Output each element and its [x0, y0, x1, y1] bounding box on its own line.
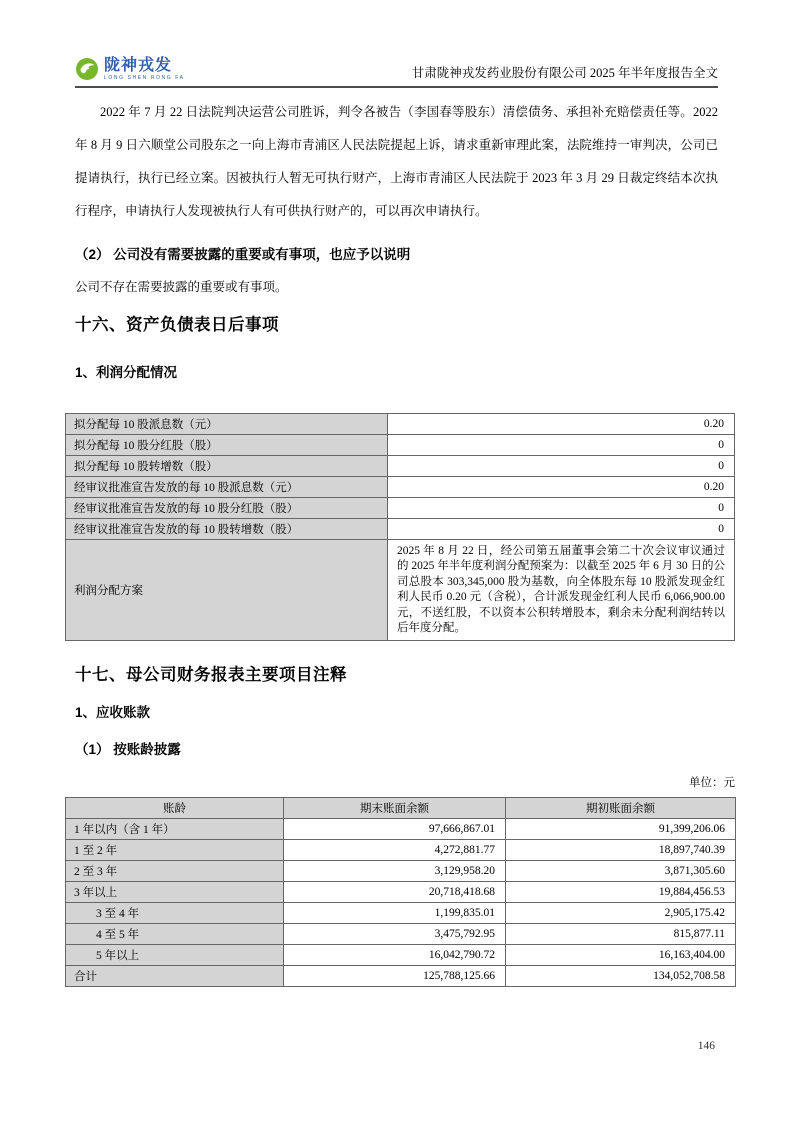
row-label: 经审议批准宣告发放的每 10 股派息数（元） [66, 477, 388, 498]
profit-distribution-table [65, 413, 735, 641]
report-title: 甘肃陇神戎发药业股份有限公司 2025 年半年度报告全文 [411, 66, 718, 80]
row-label: 拟分配每 10 股转增数（股） [66, 456, 388, 477]
col-header-aging: 账龄 [66, 798, 284, 819]
row-value: 0 [388, 519, 735, 540]
heading-17-1-1: （1） 按账龄披露 [75, 742, 181, 757]
row-value: 0.20 [388, 477, 735, 498]
table-row [66, 519, 735, 540]
table-row [66, 924, 736, 945]
table-row-total [66, 966, 736, 987]
row-label: 拟分配每 10 股分红股（股） [66, 435, 388, 456]
ending-balance-total: 125,788,125.66 [284, 966, 506, 987]
beginning-balance: 815,877.11 [506, 924, 736, 945]
aging-label-sub: 3 至 4 年 [66, 903, 284, 924]
beginning-balance: 2,905,175.42 [506, 903, 736, 924]
aging-table [65, 797, 736, 987]
aging-label-total: 合计 [66, 966, 284, 987]
heading-section-17: 十七、母公司财务报表主要项目注释 [75, 666, 347, 684]
page-header [75, 44, 718, 88]
heading-16-1: 1、利润分配情况 [75, 365, 178, 380]
lawsuit-paragraph: 2022 年 7 月 22 日法院判决运营公司胜诉，判令各被告（李国春等股东）清偿债务、承担补充赔偿责任等。2022 年 8 月 9 日六顺堂公司股东之一向上海市青浦区人民法院提起上诉，请求重新审理此案，法院维持一审判决，公司已提请执行，执行已经立案。因被执行人暂无可执行财产，上海市青浦区人民法院于 2023 年 3 月 29 日裁定终结本次执行程序，申请执行人发现被执行人有可供执行财产的，可以再次申请执行。 [75, 105, 718, 218]
aging-label: 1 至 2 年 [66, 840, 284, 861]
company-logo [75, 57, 185, 81]
row-value: 0 [388, 435, 735, 456]
table-row-profit-plan [66, 540, 735, 641]
profit-plan-text: 2025 年 8 月 22 日，经公司第五届董事会第二十次会议审议通过的 2025 年半年度利润分配预案为：以截至 2025 年 6 月 30 日的公司总股本 303,345,000 股为基数，向全体股东每 10 股派发现金红利人民币 0.20 元（含税），合计派发现金红利人民币 6,066,900.00 元，不送红股，不以资本公积转增股本，剩余未分配利润结转以后年度分配。 [388, 540, 735, 641]
aging-label: 3 年以上 [66, 882, 284, 903]
unit-note: 单位：元 [689, 777, 735, 789]
heading-item-2: （2） 公司没有需要披露的重要或有事项，也应予以说明 [75, 247, 411, 262]
col-header-beginning-balance: 期初账面余额 [506, 798, 736, 819]
no-items-paragraph: 公司不存在需要披露的重要或有事项。 [75, 280, 288, 294]
company-logo-text [104, 58, 185, 81]
ending-balance: 97,666,867.01 [284, 819, 506, 840]
row-label: 拟分配每 10 股派息数（元） [66, 414, 388, 435]
row-label: 经审议批准宣告发放的每 10 股转增数（股） [66, 519, 388, 540]
table-row [66, 477, 735, 498]
ending-balance: 16,042,790.72 [284, 945, 506, 966]
beginning-balance: 18,897,740.39 [506, 840, 736, 861]
table-row [66, 861, 736, 882]
row-value: 0 [388, 498, 735, 519]
ending-balance: 3,129,958.20 [284, 861, 506, 882]
table-row [66, 882, 736, 903]
aging-label-sub: 5 年以上 [66, 945, 284, 966]
aging-label: 2 至 3 年 [66, 861, 284, 882]
company-logo-icon [75, 57, 99, 81]
company-logo-cn: 陇神戎发 [104, 56, 173, 74]
table-row [66, 498, 735, 519]
table-header-row [66, 798, 736, 819]
row-value: 0 [388, 456, 735, 477]
heading-section-16: 十六、资产负债表日后事项 [75, 316, 279, 334]
beginning-balance: 16,163,404.00 [506, 945, 736, 966]
table-row [66, 435, 735, 456]
ending-balance: 4,272,881.77 [284, 840, 506, 861]
row-value: 0.20 [388, 414, 735, 435]
table-row [66, 819, 736, 840]
beginning-balance: 3,871,305.60 [506, 861, 736, 882]
table-row [66, 945, 736, 966]
col-header-ending-balance: 期末账面余额 [284, 798, 506, 819]
table-row [66, 903, 736, 924]
beginning-balance: 19,884,456.53 [506, 882, 736, 903]
heading-17-1: 1、应收账款 [75, 705, 151, 720]
ending-balance: 1,199,835.01 [284, 903, 506, 924]
table-row [66, 840, 736, 861]
beginning-balance: 91,399,206.06 [506, 819, 736, 840]
beginning-balance-total: 134,052,708.58 [506, 966, 736, 987]
row-label: 利润分配方案 [66, 540, 388, 641]
row-label: 经审议批准宣告发放的每 10 股分红股（股） [66, 498, 388, 519]
ending-balance: 3,475,792.95 [284, 924, 506, 945]
company-logo-en: LONG SHEN RONG FA [104, 74, 185, 81]
aging-label-sub: 4 至 5 年 [66, 924, 284, 945]
table-row [66, 414, 735, 435]
ending-balance: 20,718,418.68 [284, 882, 506, 903]
page-number: 146 [697, 1040, 715, 1052]
table-row [66, 456, 735, 477]
aging-label: 1 年以内（含 1 年） [66, 819, 284, 840]
